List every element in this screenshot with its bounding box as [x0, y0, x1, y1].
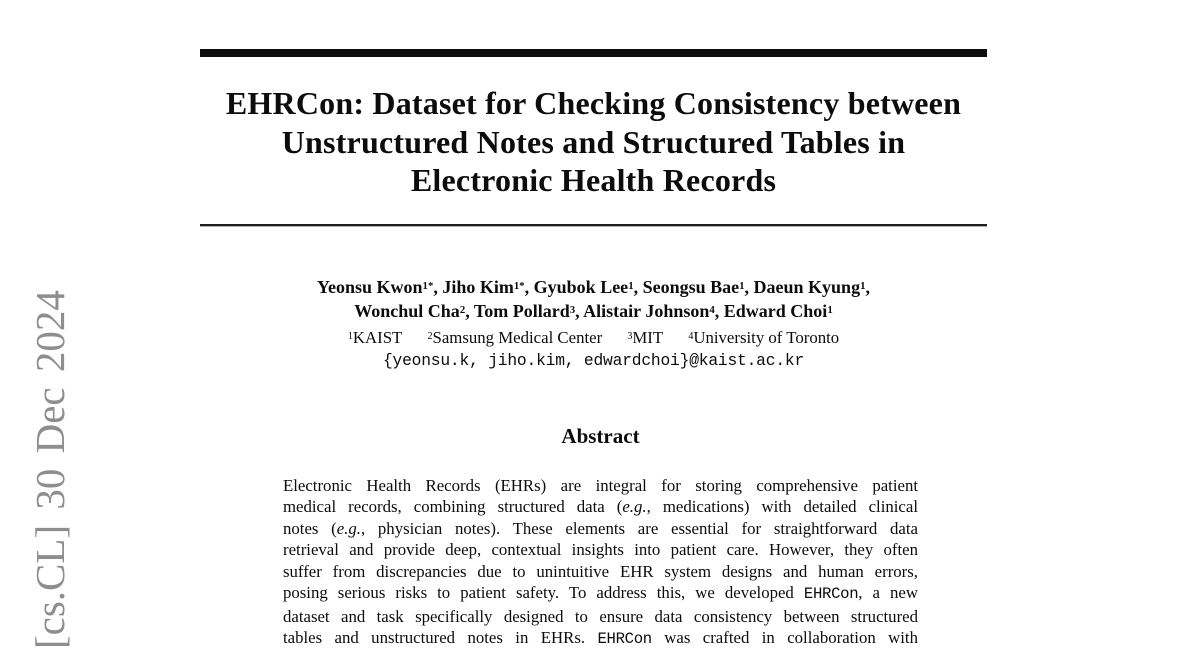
text-line — [283, 582, 918, 605]
text-segment: , Seongsu Bae — [633, 277, 740, 298]
text-segment: , Daeun Kyung — [744, 277, 861, 298]
text-segment: Wonchul Cha — [354, 301, 460, 322]
text-segment: , medications) with detailed clinical — [646, 497, 918, 517]
superscript: 4 — [709, 304, 715, 317]
text-segment: e.g. — [622, 497, 647, 517]
text-segment: , a new — [858, 583, 918, 603]
text-segment: Samsung Medical Center — [432, 328, 628, 348]
text-segment: MIT — [632, 328, 689, 348]
text-segment: Yeonsu Kwon — [317, 277, 423, 298]
text-segment: EHRCon — [803, 585, 859, 604]
superscript: 2 — [427, 331, 433, 343]
text-segment: , physician notes). These elements are essential for straightforward data — [360, 518, 918, 538]
text-line — [283, 606, 918, 627]
text-line — [283, 627, 918, 650]
superscript: 2 — [459, 304, 466, 317]
text-segment: , Jiho Kim — [433, 277, 514, 298]
byline-block — [200, 275, 987, 371]
text-segment: , Tom Pollard — [465, 301, 570, 322]
abstract-heading: Abstract — [561, 424, 640, 448]
text-line — [283, 518, 918, 539]
title-rule-top — [200, 49, 987, 57]
text-segment: , Alistair Johnson — [575, 301, 710, 322]
title-rule-bottom — [200, 224, 987, 226]
text-segment: dataset and task specifically designed to ensure data consistency between structured — [283, 606, 918, 626]
superscript: 1 — [827, 304, 833, 317]
superscript: 3 — [569, 304, 576, 317]
paper-title — [200, 84, 987, 200]
superscript: 1 — [347, 331, 353, 343]
text-segment: medical records, combining structured data ( — [283, 497, 623, 517]
text-segment: was crafted in collaboration with — [651, 628, 918, 648]
text-segment: posing serious risks to patient safety. To address this, we developed — [283, 583, 804, 603]
text-segment: , — [865, 277, 870, 298]
author-line-1 — [200, 275, 987, 299]
text-segment: , Edward Choi — [714, 301, 828, 322]
superscript: 1 — [860, 280, 866, 292]
author-line-2 — [200, 299, 987, 323]
text-segment: tables and unstructured notes in EHRs. — [283, 628, 598, 648]
text-line: EHRCon: Dataset for Checking Consistency between — [225, 85, 962, 121]
superscript: 1* — [422, 280, 434, 292]
contact-email: {yeonsu.k, jiho.kim, edwardchoi}@kaist.ac.kr — [382, 351, 805, 371]
text-line: Electronic Health Records — [410, 162, 777, 198]
superscript: 1* — [513, 280, 525, 292]
text-segment: e.g. — [336, 518, 361, 538]
text-segment: KAIST — [352, 328, 428, 348]
abstract-body — [283, 475, 918, 651]
superscript: 3 — [627, 331, 633, 343]
superscript: 1 — [628, 280, 634, 292]
text-segment: , Gyubok Lee — [524, 277, 629, 298]
arxiv-sidebar-stamp: [cs.CL] 30 Dec 2024 — [27, 290, 73, 649]
text-segment: suffer from discrepancies due to unintuitive EHR system designs and human errors, — [283, 561, 918, 581]
text-line: Unstructured Notes and Structured Tables in — [281, 123, 906, 160]
text-line — [283, 561, 918, 582]
superscript: 1 — [739, 280, 745, 292]
text-segment: retrieval and provide deep, contextual insights into patient care. However, they often — [283, 540, 918, 560]
text-segment: Electronic Health Records (EHRs) are integral for storing comprehensive patient — [283, 476, 918, 495]
text-segment: notes ( — [283, 518, 337, 538]
text-segment: University of Toronto — [693, 328, 840, 348]
text-line — [283, 496, 918, 517]
text-line — [283, 539, 918, 560]
text-line — [283, 475, 918, 496]
text-segment: EHRCon — [597, 630, 652, 649]
superscript: 4 — [688, 331, 694, 343]
affiliations-line — [200, 326, 987, 348]
